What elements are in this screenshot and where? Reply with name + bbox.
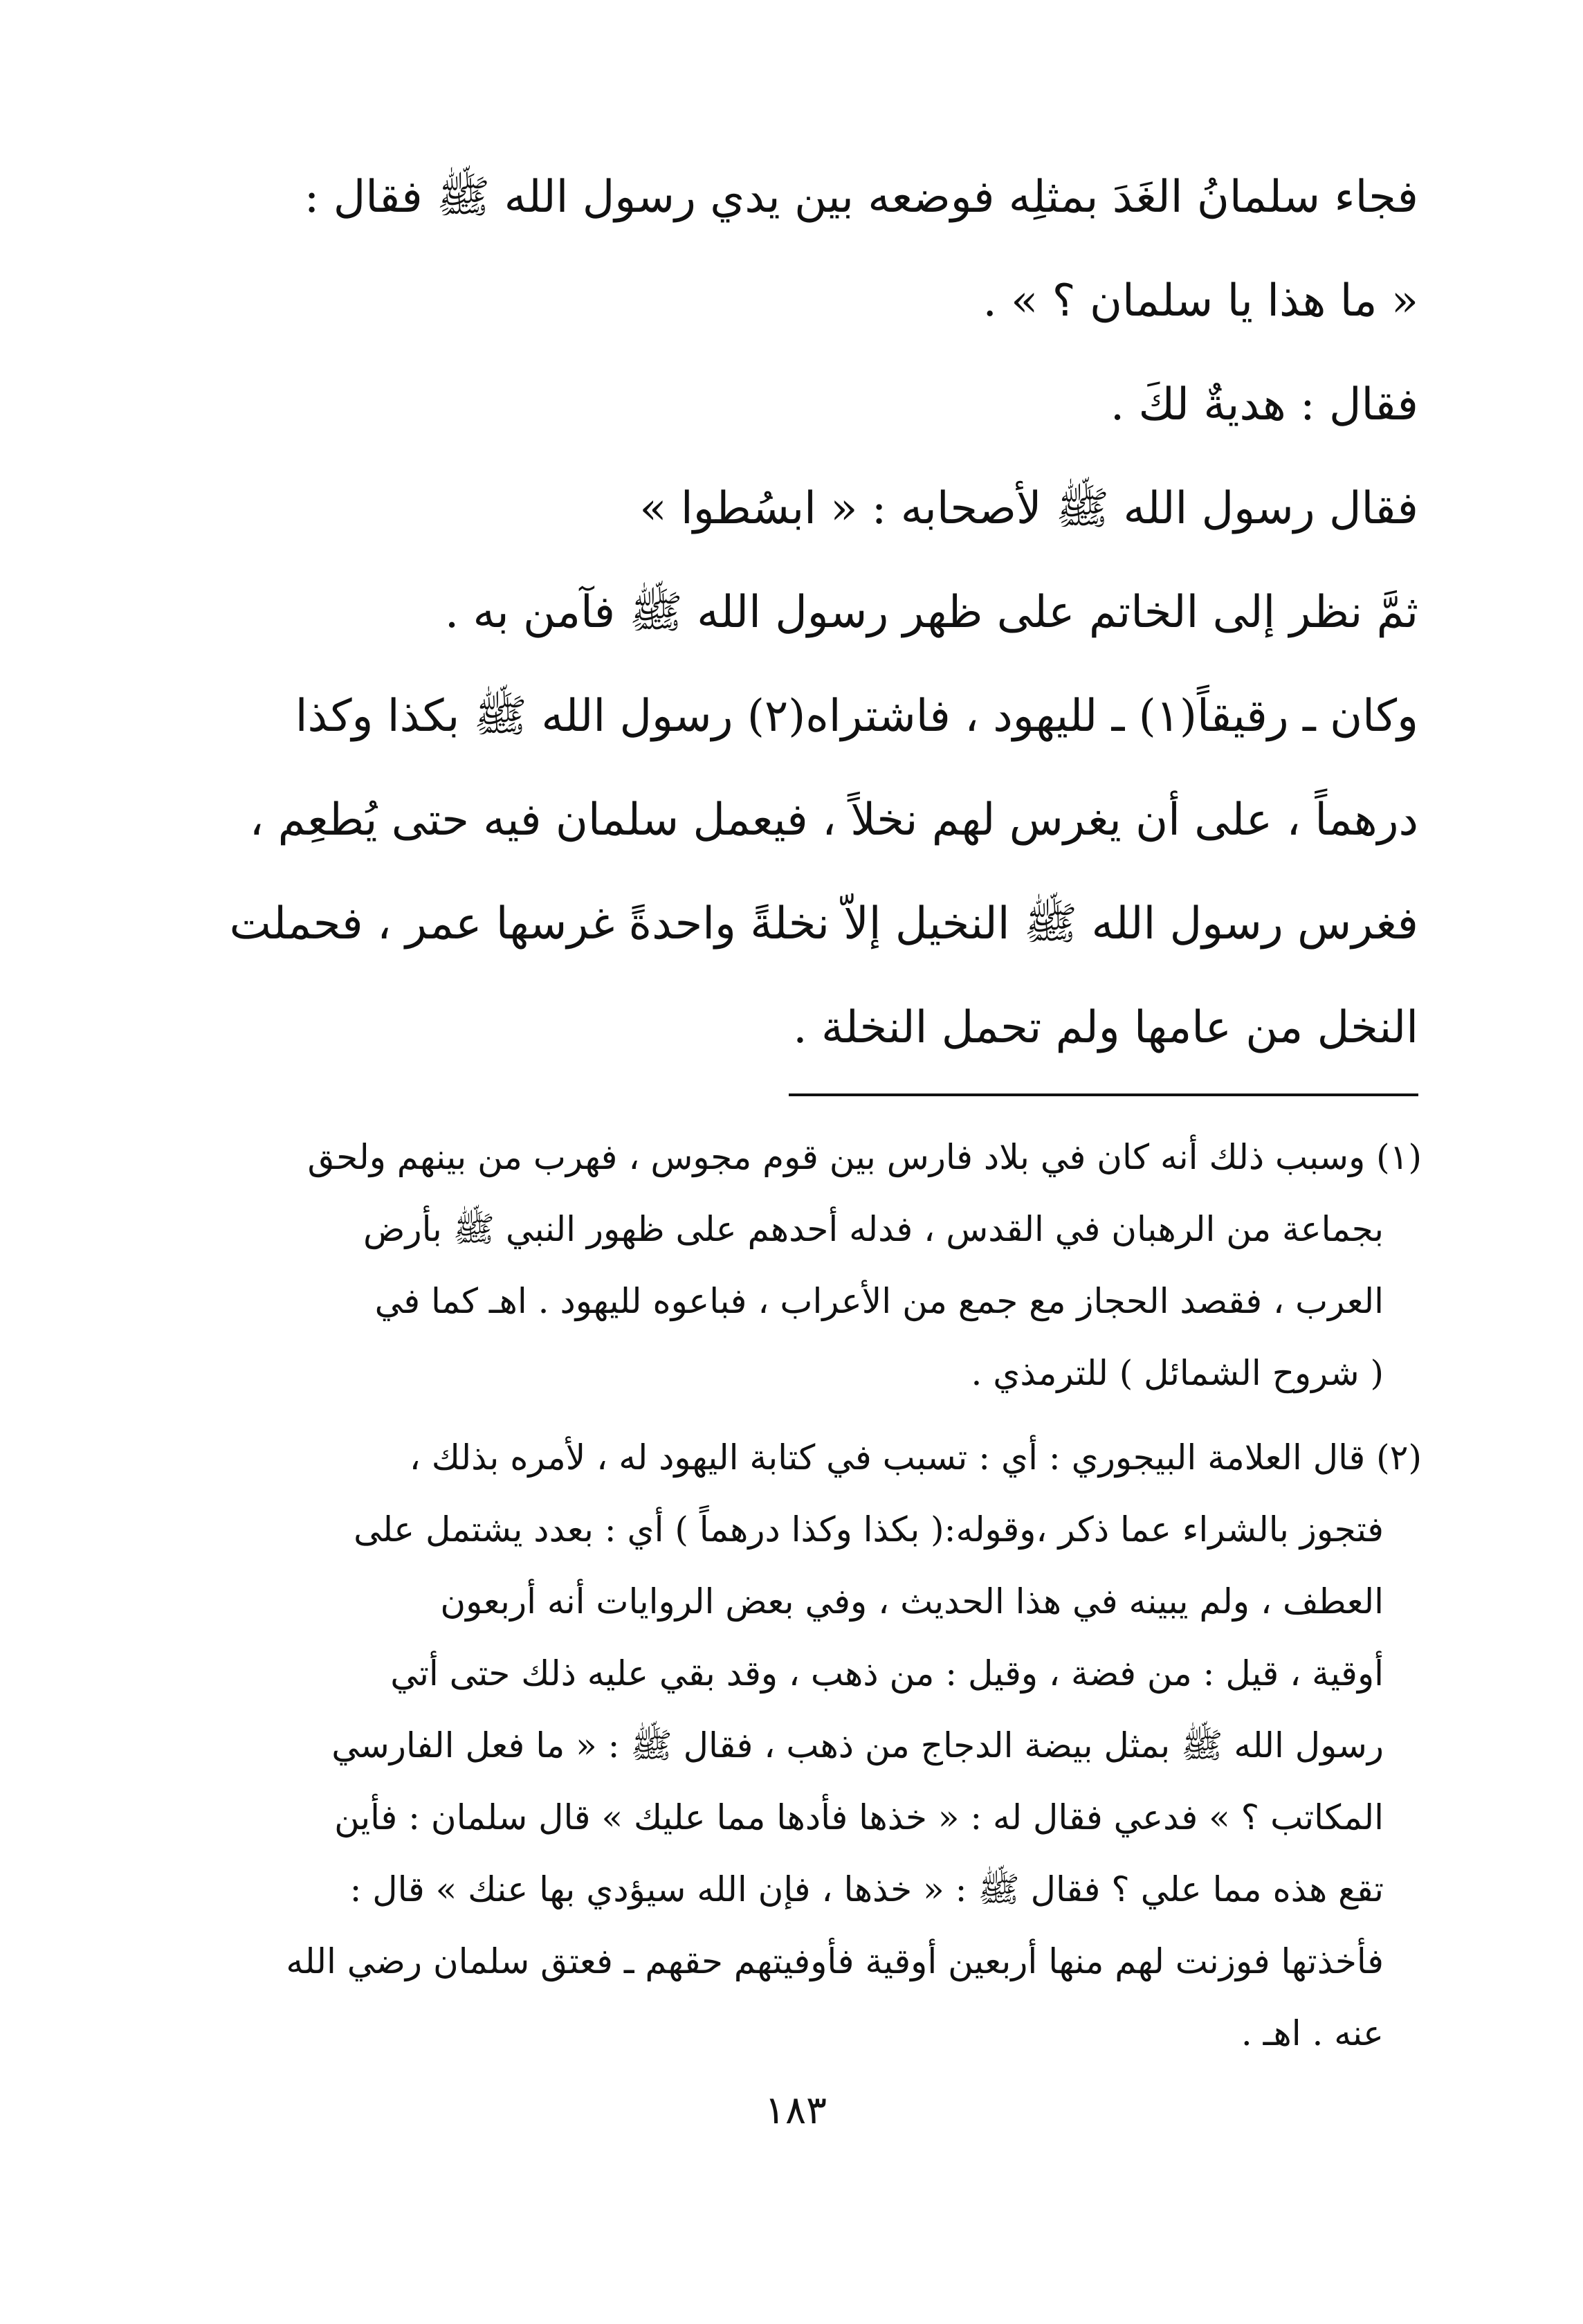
footnote-line: ( شروح الشمائل ) للترمذي .	[971, 1353, 1384, 1393]
footnote-1	[156, 1121, 1422, 1409]
footnote-line: العطف ، ولم يبينه في هذا الحديث ، وفي بعض الروايات أنه أربعون	[440, 1581, 1384, 1622]
main-text-line: ثمَّ نظر إلى الخاتم على ظهر رسول الله ﷺ فآمن به .	[444, 587, 1418, 638]
footnote-line: (١) وسبب ذلك أنه كان في بلاد فارس بين قوم مجوس ، فهرب من بينهم ولحق	[307, 1137, 1422, 1177]
footnote-line: فأخذتها فوزنت لهم منها أربعين أوقية فأوفيتهم حقهم ـ فعتق سلمان رضي الله	[286, 1941, 1384, 1981]
main-text-line: النخل من عامها ولم تحمل النخلة .	[793, 1002, 1418, 1053]
footnote-line: عنه . اهـ .	[1241, 2013, 1384, 2053]
main-text-line: درهماً ، على أن يغرس لهم نخلاً ، فيعمل سلمان فيه حتى يُطعِم ،	[249, 795, 1418, 846]
main-text-line: فغرس رسول الله ﷺ النخيل إلاّ نخلةً واحدةً غرسها عمر ، فحملت	[229, 898, 1418, 950]
main-text-line: وكان ـ رقيقاً(١) ـ لليهود ، فاشتراه(٢) رسول الله ﷺ بكذا وكذا	[295, 691, 1418, 742]
main-text	[166, 145, 1418, 1080]
footnote-line: المكاتب ؟ » فدعي فقال له : « خذها فأدها مما عليك » قال سلمان : فأين	[334, 1797, 1384, 1837]
footnote-2	[156, 1422, 1422, 2069]
footnote-line: بجماعة من الرهبان في القدس ، فدله أحدهم على ظهور النبي ﷺ بأرض	[363, 1209, 1384, 1249]
main-text-line: فقال رسول الله ﷺ لأصحابه : « ابسُطوا »	[639, 483, 1418, 534]
footnote-line: فتجوز بالشراء عما ذكر ،وقوله:( بكذا وكذا درهماً ) أي : بعدد يشتمل على	[354, 1509, 1384, 1550]
footnote-line: تقع هذه مما علي ؟ فقال ﷺ : « خذها ، فإن الله سيؤدي بها عنك » قال :	[349, 1869, 1384, 1909]
footnote-line: العرب ، فقصد الحجاز مع جمع من الأعراب ، فباعوه لليهود . اهـ كما في	[374, 1281, 1384, 1321]
main-text-line: « ما هذا يا سلمان ؟ » .	[982, 275, 1418, 327]
footnotes	[156, 1121, 1422, 2082]
footnote-line: (٢) قال العلامة البيجوري : أي : تسبب في كتابة اليهود له ، لأمره بذلك ،	[409, 1437, 1422, 1478]
footnote-separator	[789, 1093, 1418, 1096]
page-number: ١٨٣	[764, 2088, 827, 2133]
footnote-line: رسول الله ﷺ بمثل بيضة الدجاج من ذهب ، فقال ﷺ : « ما فعل الفارسي	[331, 1725, 1384, 1765]
main-text-line: فجاء سلمانُ الغَدَ بمثلِه فوضعه بين يدي رسول الله ﷺ فقال :	[304, 172, 1418, 223]
footnote-line: أوقية ، قيل : من فضة ، وقيل : من ذهب ، وقد بقي عليه ذلك حتى أتي	[390, 1653, 1384, 1694]
main-text-line: فقال : هديةٌ لكَ .	[1110, 379, 1418, 430]
